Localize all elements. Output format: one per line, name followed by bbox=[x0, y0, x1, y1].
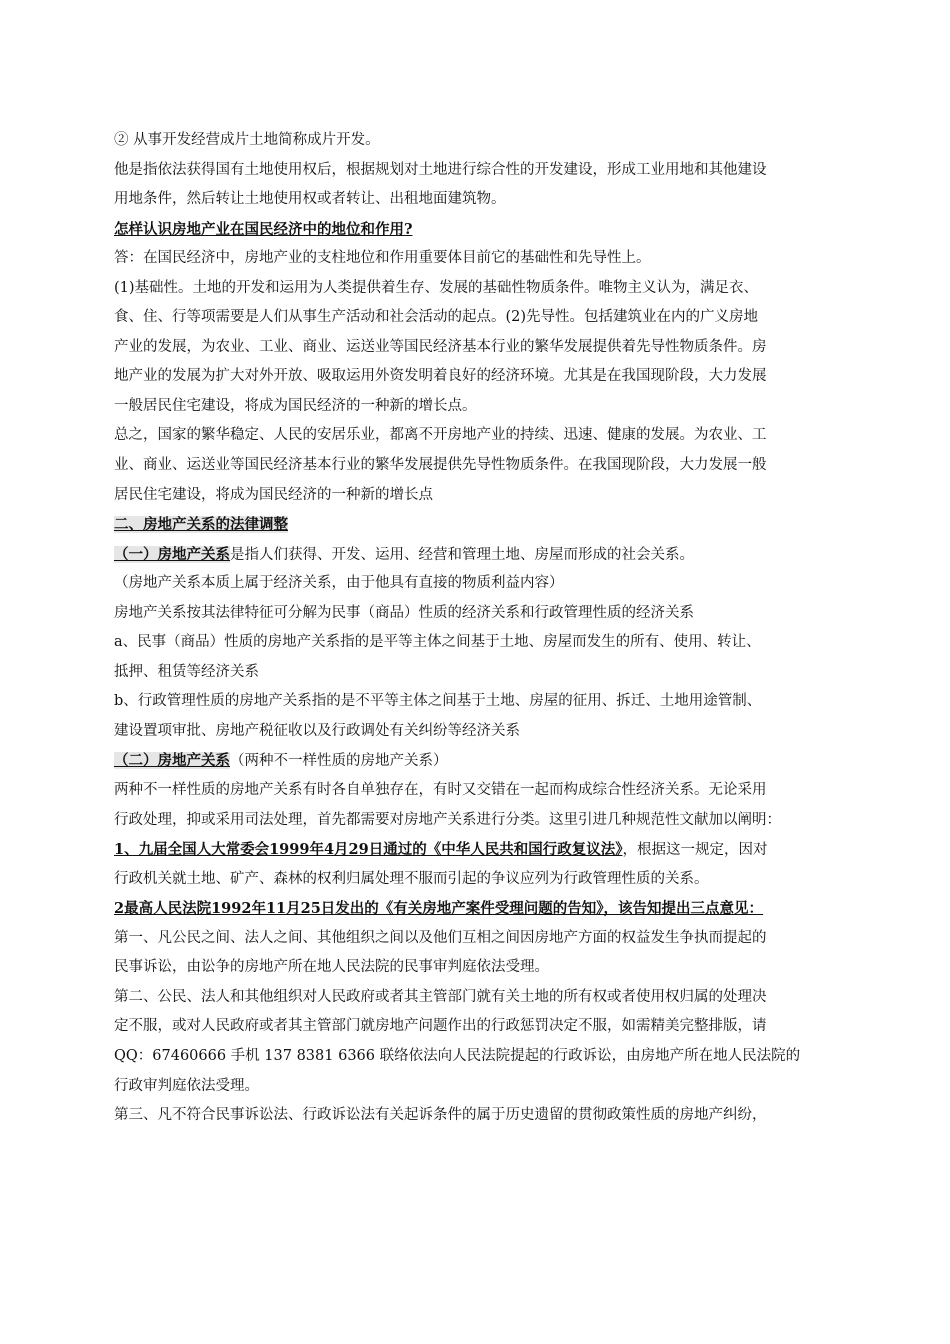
text-line bbox=[114, 481, 838, 511]
body-text: （房地产关系本质上属于经济关系，由于他具有直接的物质利益内容） bbox=[114, 575, 564, 592]
text-line bbox=[114, 244, 838, 274]
body-text: 居民住宅建设，将成为国民经济的一种新的增长点 bbox=[114, 486, 433, 503]
text-line bbox=[114, 1042, 838, 1072]
heading-text: （一）房地产关系 bbox=[114, 545, 230, 563]
text-line bbox=[114, 392, 838, 422]
body-text: 第一、凡公民之间、法人之间、其他组织之间以及他们互相之间因房地产方面的权益发生争执而提起的 bbox=[114, 929, 767, 946]
body-text: 房地产关系按其法律特征可分解为民事（商品）性质的经济关系和行政管理性质的经济关系 bbox=[114, 604, 694, 621]
text-line bbox=[114, 687, 838, 717]
text-line bbox=[114, 1012, 838, 1042]
heading-text: 怎样认识房地产业在国民经济中的地位和作用? bbox=[114, 220, 413, 238]
text-line bbox=[114, 333, 838, 363]
heading-text: 二、房地产关系的法律调整 bbox=[114, 516, 288, 534]
body-text: 食、住、行等项需要是人们从事生产活动和社会活动的起点。(2)先导性。包括建筑业在内的广义房地 bbox=[114, 309, 759, 326]
body-text: 地产业的发展为扩大对外开放、吸取运用外资发明着良好的经济环境。尤其是在我国现阶段，大力发展 bbox=[114, 368, 767, 385]
body-text: 用地条件，然后转让土地使用权或者转让、出租地面建筑物。 bbox=[114, 191, 506, 208]
body-text: (1)基础性。土地的开发和运用为人类提供着生存、发展的基础性物质条件。唯物主义认为，满足衣、 bbox=[114, 279, 759, 296]
text-line bbox=[114, 746, 838, 776]
text-line bbox=[114, 421, 838, 451]
text-line bbox=[114, 628, 838, 658]
body-text: （两种不一样性质的房地产关系） bbox=[230, 753, 448, 770]
text-line bbox=[114, 1101, 838, 1131]
document-page bbox=[114, 126, 838, 1131]
text-line bbox=[114, 510, 838, 540]
text-line bbox=[114, 658, 838, 688]
text-line bbox=[114, 983, 838, 1013]
text-line bbox=[114, 599, 838, 629]
text-line bbox=[114, 717, 838, 747]
text-line bbox=[114, 540, 838, 570]
heading-text: （二）房地产关系 bbox=[114, 752, 230, 770]
text-line bbox=[114, 362, 838, 392]
body-text: 抵押、租赁等经济关系 bbox=[114, 663, 259, 680]
body-text: 两种不一样性质的房地产关系有时各自单独存在，有时又交错在一起而构成综合性经济关系。无论采用 bbox=[114, 782, 767, 799]
body-text: 民事诉讼，由讼争的房地产所在地人民法院的民事审判庭依法受理。 bbox=[114, 959, 549, 976]
text-line bbox=[114, 451, 838, 481]
body-text: 业、商业、运送业等国民经济基本行业的繁华发展提供先导性物质条件。在我国现阶段，大力发展一般 bbox=[114, 457, 767, 474]
text-line bbox=[114, 806, 838, 836]
text-line bbox=[114, 776, 838, 806]
body-text: 定不服，或对人民政府或者其主管部门就房地产问题作出的行政惩罚决定不服，如需精美完整排版，请 bbox=[114, 1018, 767, 1035]
text-line bbox=[114, 126, 838, 156]
body-text: 行政审判庭依法受理。 bbox=[114, 1077, 259, 1094]
text-line bbox=[114, 924, 838, 954]
body-text: 他是指依法获得国有土地使用权后，根据规划对土地进行综合性的开发建设，形成工业用地和其他建设 bbox=[114, 161, 767, 178]
text-line bbox=[114, 303, 838, 333]
text-line bbox=[114, 835, 838, 865]
body-text: 是指人们获得、开发、运用、经营和管理土地、房屋而形成的社会关系。 bbox=[230, 546, 694, 563]
text-line bbox=[114, 215, 838, 245]
body-text: a、民事（商品）性质的房地产关系指的是平等主体之间基于土地、房屋而发生的所有、使用、转让、 bbox=[114, 634, 761, 651]
body-text: 第二、公民、法人和其他组织对人民政府或者其主管部门就有关土地的所有权或者使用权归属的处理决 bbox=[114, 988, 767, 1005]
body-text: 一般居民住宅建设，将成为国民经济的一种新的增长点。 bbox=[114, 397, 477, 414]
text-line bbox=[114, 569, 838, 599]
heading-text: 1、九届全国人大常委会1999年4月29日通过的《中华人民共和国行政复议法》 bbox=[114, 841, 623, 859]
body-text: QQ：67460666 手机 137 8381 6366 联络依法向人民法院提起的行政诉讼，由房地产所在地人民法院的 bbox=[114, 1047, 801, 1064]
text-line bbox=[114, 185, 838, 215]
body-text: 产业的发展，为农业、工业、商业、运送业等国民经济基本行业的繁华发展提供着先导性物质条件。房 bbox=[114, 338, 767, 355]
body-text: ② 从事开发经营成片土地简称成片开发。 bbox=[114, 132, 380, 148]
body-text: ，根据这一规定，因对 bbox=[622, 842, 768, 859]
text-line bbox=[114, 1072, 838, 1102]
body-text: 行政机关就土地、矿产、森林的权利归属处理不服而引起的争议应列为行政管理性质的关系。 bbox=[114, 870, 709, 887]
heading-text: 2最高人民法院1992年11月25日发出的《有关房地产案件受理问题的告知》，该告知提出三点意见： bbox=[114, 900, 764, 918]
text-line bbox=[114, 156, 838, 186]
body-text: 总之，国家的繁华稳定、人民的安居乐业，都离不开房地产业的持续、迅速、健康的发展。为农业、工 bbox=[114, 427, 767, 444]
text-line bbox=[114, 894, 838, 924]
body-text: 行政处理，抑或采用司法处理，首先都需要对房地产关系进行分类。这里引进几种规范性文献加以阐明： bbox=[114, 811, 781, 828]
body-text: b、行政管理性质的房地产关系指的是不平等主体之间基于土地、房屋的征用、拆迁、土地用途管制、 bbox=[114, 693, 762, 710]
body-text: 建设置项审批、房地产税征收以及行政调处有关纠纷等经济关系 bbox=[114, 722, 520, 739]
body-text: 第三、凡不符合民事诉讼法、行政诉讼法有关起诉条件的属于历史遗留的贯彻政策性质的房地产纠纷， bbox=[114, 1107, 767, 1124]
text-line bbox=[114, 865, 838, 895]
text-line bbox=[114, 953, 838, 983]
text-line bbox=[114, 274, 838, 304]
body-text: 答：在国民经济中，房地产业的支柱地位和作用重要体目前它的基础性和先导性上。 bbox=[114, 250, 651, 267]
